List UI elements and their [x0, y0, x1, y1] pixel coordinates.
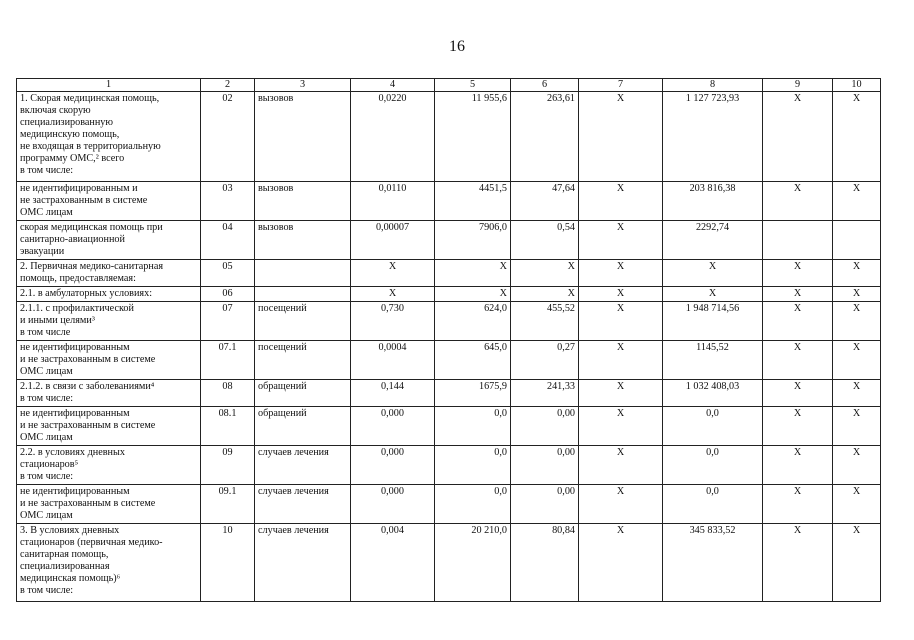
cell-unit: [255, 287, 351, 302]
row-label-line: не идентифицированным: [20, 408, 130, 419]
cell-c10: Х: [833, 380, 881, 407]
cell-c10: Х: [833, 341, 881, 380]
row-label-line: стационаров⁵: [20, 459, 79, 470]
cell-c9: Х: [763, 302, 833, 341]
cell-c5: 0,0: [435, 485, 511, 524]
table-row: [17, 92, 881, 182]
table-row: [17, 182, 881, 221]
cell-c9: [763, 221, 833, 260]
row-label-line: ОМС лицам: [20, 432, 73, 443]
row-label-line: и не застрахованным в системе: [20, 420, 156, 431]
cell-unit: вызовов: [255, 182, 351, 221]
row-label-line: медицинская помощь)⁶: [20, 573, 121, 584]
row-label-line: ОМС лицам: [20, 207, 73, 218]
row-label-line: в том числе:: [20, 585, 74, 596]
cell-c9: Х: [763, 380, 833, 407]
cell-code: 09: [201, 446, 255, 485]
row-label-line: программу ОМС,² всего: [20, 153, 125, 164]
column-header-6: 6: [511, 79, 579, 92]
cell-c8: 345 833,52: [663, 524, 763, 602]
row-label-line: не входящая в территориальную: [20, 141, 161, 152]
column-header-2: 2: [201, 79, 255, 92]
cell-c7: Х: [579, 380, 663, 407]
page-number: 16: [449, 38, 465, 55]
cell-c6: 263,61: [511, 92, 579, 182]
row-label-cell: [17, 260, 201, 287]
row-label-cell: [17, 302, 201, 341]
cell-unit: случаев лечения: [255, 446, 351, 485]
cell-c6: 241,33: [511, 380, 579, 407]
row-label-cell: [17, 341, 201, 380]
cell-c8: 1145,52: [663, 341, 763, 380]
cell-c9: Х: [763, 407, 833, 446]
row-label-line: в том числе:: [20, 165, 74, 176]
table-row: [17, 341, 881, 380]
cell-c8: 1 948 714,56: [663, 302, 763, 341]
row-label-line: и не застрахованным в системе: [20, 354, 156, 365]
cell-c7: Х: [579, 182, 663, 221]
cell-c5: 0,0: [435, 446, 511, 485]
cell-code: 09.1: [201, 485, 255, 524]
cell-unit: случаев лечения: [255, 524, 351, 602]
column-header-7: 7: [579, 79, 663, 92]
row-label-line: в том числе: [20, 327, 71, 338]
row-label-line: специализированная: [20, 561, 110, 572]
table-body: [17, 92, 881, 602]
cell-c9: Х: [763, 260, 833, 287]
row-label-cell: [17, 407, 201, 446]
cell-c8: 0,0: [663, 407, 763, 446]
cell-c4: 0,0110: [351, 182, 435, 221]
row-label-line: помощь, предоставляемая:: [20, 273, 136, 284]
cell-c8: 0,0: [663, 446, 763, 485]
cell-c8: Х: [663, 287, 763, 302]
table-row: [17, 407, 881, 446]
cell-c4: 0,144: [351, 380, 435, 407]
cell-c8: 1 127 723,93: [663, 92, 763, 182]
cell-c6: 455,52: [511, 302, 579, 341]
cell-c8: 2292,74: [663, 221, 763, 260]
cell-c6: 0,00: [511, 485, 579, 524]
row-label-line: 3. В условиях дневных: [20, 525, 120, 536]
row-label-line: 2.1. в амбулаторных условиях:: [20, 288, 153, 299]
table-row: [17, 485, 881, 524]
cell-c6: 0,54: [511, 221, 579, 260]
cell-c8: 203 816,38: [663, 182, 763, 221]
cell-c6: 0,00: [511, 446, 579, 485]
column-header-3: 3: [255, 79, 351, 92]
column-header-8: 8: [663, 79, 763, 92]
cell-c7: Х: [579, 287, 663, 302]
cell-c4: 0,00007: [351, 221, 435, 260]
column-header-10: 10: [833, 79, 881, 92]
cell-c4: 0,730: [351, 302, 435, 341]
cell-c4: Х: [351, 287, 435, 302]
row-label-line: ОМС лицам: [20, 366, 73, 377]
table-row: [17, 302, 881, 341]
cell-c6: 0,00: [511, 407, 579, 446]
row-label-line: не идентифицированным: [20, 486, 130, 497]
cell-c10: Х: [833, 302, 881, 341]
row-label-cell: [17, 287, 201, 302]
data-table: [16, 78, 881, 602]
table-row: [17, 446, 881, 485]
column-header-4: 4: [351, 79, 435, 92]
cell-c9: Х: [763, 182, 833, 221]
cell-c7: Х: [579, 260, 663, 287]
cell-c7: Х: [579, 524, 663, 602]
cell-c4: 0,000: [351, 485, 435, 524]
cell-c5: 0,0: [435, 407, 511, 446]
row-label-line: эвакуации: [20, 246, 65, 257]
cell-c6: Х: [511, 287, 579, 302]
cell-c10: Х: [833, 92, 881, 182]
cell-c7: Х: [579, 485, 663, 524]
row-label-line: в том числе:: [20, 393, 74, 404]
cell-c9: Х: [763, 341, 833, 380]
header-row: [17, 79, 881, 92]
row-label-cell: [17, 446, 201, 485]
cell-c6: 0,27: [511, 341, 579, 380]
cell-c9: Х: [763, 446, 833, 485]
cell-c8: 1 032 408,03: [663, 380, 763, 407]
row-label-line: не застрахованным в системе: [20, 195, 148, 206]
cell-code: 08: [201, 380, 255, 407]
cell-code: 03: [201, 182, 255, 221]
cell-code: 02: [201, 92, 255, 182]
cell-c7: Х: [579, 221, 663, 260]
column-header-5: 5: [435, 79, 511, 92]
cell-c5: 624,0: [435, 302, 511, 341]
cell-c10: Х: [833, 260, 881, 287]
cell-c5: 4451,5: [435, 182, 511, 221]
cell-c10: Х: [833, 182, 881, 221]
cell-c5: 645,0: [435, 341, 511, 380]
column-header-9: 9: [763, 79, 833, 92]
cell-code: 08.1: [201, 407, 255, 446]
cell-c5: Х: [435, 287, 511, 302]
cell-code: 04: [201, 221, 255, 260]
table-row: [17, 260, 881, 287]
row-label-line: 2.1.1. с профилактической: [20, 303, 134, 314]
row-label-line: медицинскую помощь,: [20, 129, 120, 140]
table-row: [17, 380, 881, 407]
cell-unit: [255, 260, 351, 287]
cell-c4: 0,0004: [351, 341, 435, 380]
cell-c5: 11 955,6: [435, 92, 511, 182]
cell-c6: 80,84: [511, 524, 579, 602]
cell-c4: Х: [351, 260, 435, 287]
cell-c5: 7906,0: [435, 221, 511, 260]
cell-c5: 20 210,0: [435, 524, 511, 602]
cell-c9: Х: [763, 92, 833, 182]
cell-c9: Х: [763, 287, 833, 302]
row-label-line: в том числе:: [20, 471, 74, 482]
row-label-line: 2.1.2. в связи с заболеваниями⁴: [20, 381, 155, 392]
cell-c7: Х: [579, 302, 663, 341]
cell-c4: 0,000: [351, 407, 435, 446]
row-label-cell: [17, 485, 201, 524]
row-label-line: 1. Скорая медицинская помощь,: [20, 93, 160, 104]
cell-unit: вызовов: [255, 92, 351, 182]
cell-c7: Х: [579, 407, 663, 446]
cell-unit: посещений: [255, 341, 351, 380]
table-row: [17, 221, 881, 260]
cell-c8: 0,0: [663, 485, 763, 524]
table-row: [17, 287, 881, 302]
cell-c10: Х: [833, 485, 881, 524]
row-label-cell: [17, 221, 201, 260]
cell-code: 07.1: [201, 341, 255, 380]
cell-c10: Х: [833, 407, 881, 446]
cell-c9: Х: [763, 524, 833, 602]
cell-c7: Х: [579, 92, 663, 182]
cell-unit: обращений: [255, 380, 351, 407]
cell-c4: 0,000: [351, 446, 435, 485]
cell-c10: [833, 221, 881, 260]
cell-code: 06: [201, 287, 255, 302]
row-label-line: не идентифицированным: [20, 342, 130, 353]
table-row: [17, 524, 881, 602]
row-label-cell: [17, 524, 201, 602]
cell-c8: Х: [663, 260, 763, 287]
cell-code: 07: [201, 302, 255, 341]
row-label-line: 2. Первичная медико-санитарная: [20, 261, 164, 272]
cell-unit: случаев лечения: [255, 485, 351, 524]
row-label-cell: [17, 182, 201, 221]
cell-c10: Х: [833, 446, 881, 485]
cell-c10: Х: [833, 287, 881, 302]
cell-c5: Х: [435, 260, 511, 287]
row-label-line: и не застрахованным в системе: [20, 498, 156, 509]
cell-unit: обращений: [255, 407, 351, 446]
row-label-line: скорая медицинская помощь при: [20, 222, 163, 233]
row-label-line: санитарно-авиационной: [20, 234, 125, 245]
row-label-line: санитарная помощь,: [20, 549, 109, 560]
cell-c9: Х: [763, 485, 833, 524]
cell-code: 05: [201, 260, 255, 287]
cell-c7: Х: [579, 341, 663, 380]
cell-c4: 0,0220: [351, 92, 435, 182]
cell-c10: Х: [833, 524, 881, 602]
row-label-line: ОМС лицам: [20, 510, 73, 521]
row-label-line: не идентифицированным и: [20, 183, 138, 194]
row-label-line: и иными целями³: [20, 315, 95, 326]
cell-c6: Х: [511, 260, 579, 287]
cell-code: 10: [201, 524, 255, 602]
cell-c7: Х: [579, 446, 663, 485]
cell-unit: посещений: [255, 302, 351, 341]
cell-unit: вызовов: [255, 221, 351, 260]
cell-c6: 47,64: [511, 182, 579, 221]
row-label-cell: [17, 92, 201, 182]
column-header-1: 1: [17, 79, 201, 92]
row-label-line: стационаров (первичная медико-: [20, 537, 163, 548]
row-label-cell: [17, 380, 201, 407]
row-label-line: включая скорую: [20, 105, 91, 116]
row-label-line: специализированную: [20, 117, 114, 128]
row-label-line: 2.2. в условиях дневных: [20, 447, 125, 458]
cell-c5: 1675,9: [435, 380, 511, 407]
cell-c4: 0,004: [351, 524, 435, 602]
